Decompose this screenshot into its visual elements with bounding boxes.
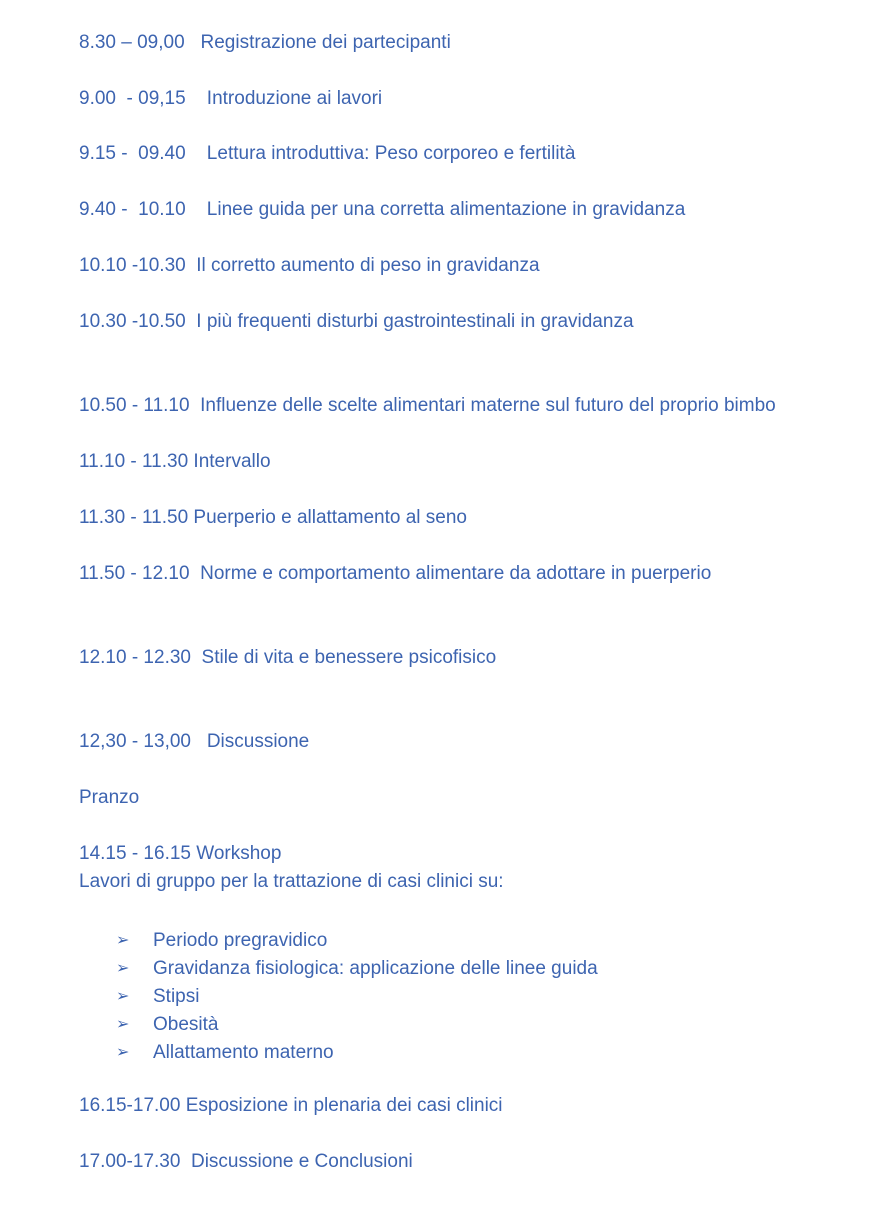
schedule-item-lifestyle: 12.10 - 12.30 Stile di vita e benessere psicofisico (79, 647, 497, 668)
schedule-item-maternal-food-choices: 10.50 - 11.10 Influenze delle scelte alimentari materne sul futuro del proprio bimbo (79, 395, 776, 416)
schedule-item-introduction: 9.00 - 09,15 Introduzione ai lavori (79, 88, 383, 109)
workshop-description: Lavori di gruppo per la trattazione di casi clinici su: (79, 871, 504, 892)
arrowhead-bullet-icon: ➢ (116, 932, 130, 950)
workshop-topic-label: Obesità (153, 1013, 219, 1035)
workshop-topic-label: Periodo pregravidico (153, 929, 328, 951)
list-item (116, 955, 598, 983)
schedule-item-workshop: 14.15 - 16.15 Workshop (79, 843, 282, 864)
list-item (116, 983, 598, 1011)
schedule-item-break: 11.10 - 11.30 Intervallo (79, 451, 271, 472)
schedule-item-discussion: 12,30 - 13,00 Discussione (79, 731, 310, 752)
workshop-topic-label: Stipsi (153, 985, 200, 1007)
list-item (116, 1011, 598, 1039)
arrowhead-bullet-icon: ➢ (116, 1016, 130, 1034)
arrowhead-bullet-icon: ➢ (116, 1044, 130, 1062)
workshop-topic-label: Gravidanza fisiologica: applicazione delle linee guida (153, 957, 598, 979)
schedule-item-registration: 8.30 – 09,00 Registrazione dei partecipanti (79, 32, 451, 53)
schedule-item-puerperium-diet: 11.50 - 12.10 Norme e comportamento alimentare da adottare in puerperio (79, 563, 712, 584)
schedule-item-weight-gain: 10.10 -10.30 Il corretto aumento di peso in gravidanza (79, 255, 540, 276)
schedule-item-breastfeeding: 11.30 - 11.50 Puerperio e allattamento al seno (79, 507, 467, 528)
workshop-topic-label: Allattamento materno (153, 1041, 334, 1063)
schedule-item-conclusions: 17.00-17.30 Discussione e Conclusioni (79, 1151, 413, 1172)
list-item (116, 927, 598, 955)
schedule-item-plenary: 16.15-17.00 Esposizione in plenaria dei casi clinici (79, 1095, 503, 1116)
workshop-topic-list (116, 927, 598, 1067)
schedule-item-opening-lecture: 9.15 - 09.40 Lettura introduttiva: Peso corporeo e fertilità (79, 143, 576, 164)
arrowhead-bullet-icon: ➢ (116, 960, 130, 978)
schedule-item-gi-disorders: 10.30 -10.50 I più frequenti disturbi gastrointestinali in gravidanza (79, 311, 634, 332)
list-item (116, 1039, 598, 1067)
schedule-item-nutrition-guidelines: 9.40 - 10.10 Linee guida per una corretta alimentazione in gravidanza (79, 199, 686, 220)
arrowhead-bullet-icon: ➢ (116, 988, 130, 1006)
schedule-item-lunch: Pranzo (79, 787, 140, 808)
